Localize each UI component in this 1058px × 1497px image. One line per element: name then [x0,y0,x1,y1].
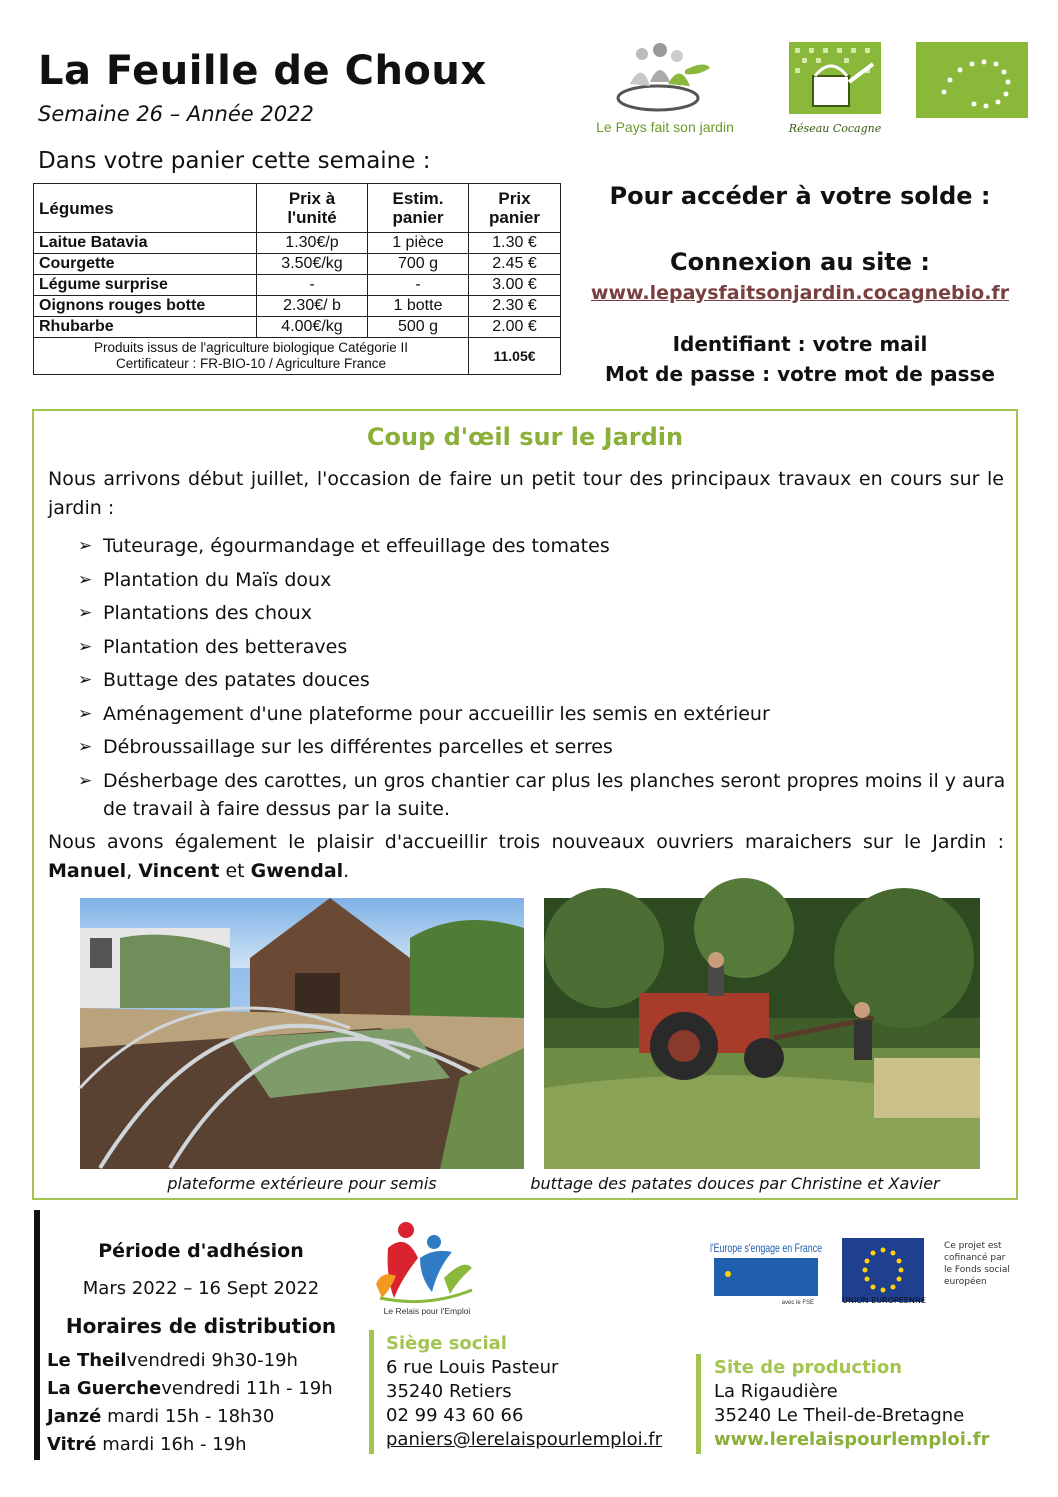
tasks-list [78,532,1008,828]
row-price: 3.00 € [469,275,561,296]
list-item: ➢ Tuteurage, égourmandage et effeuillage des tomates [78,532,1008,560]
pays-fait-son-jardin-logo [580,40,750,140]
horaire-item [47,1406,274,1427]
outro-separator: et [219,860,251,882]
siege-phone: 02 99 43 60 66 [386,1405,524,1426]
row-qty: 500 g [368,317,469,338]
col-header-legumes: Légumes [34,184,257,233]
login-identifier: Identifiant : votre mail [672,332,928,356]
horaire-place: Le Theil [47,1350,127,1371]
table-row [34,275,561,296]
production-title: Site de production [714,1357,903,1378]
list-item: ➢ Buttage des patates douces [78,666,1008,694]
siege-title: Siège social [386,1333,507,1354]
horaire-item [47,1378,333,1399]
row-qty: - [368,275,469,296]
siege-social-block [386,1332,662,1452]
production-website-link[interactable]: www.lerelaispourlemploi.fr [714,1429,990,1450]
eu-organic-logo [916,42,1028,118]
table-row [34,233,561,254]
seedling-platform-photo [80,898,524,1169]
adhesion-title: Période d'adhésion [98,1240,304,1262]
row-qty: 1 pièce [368,233,469,254]
pays-logo-text: Le Pays fait son jardin [596,119,734,135]
table-row [34,296,561,317]
reseau-cocagne-logo [785,42,885,138]
worker-name: Vincent [138,860,220,882]
row-unit: 2.30€/ b [257,296,368,317]
list-item: ➢ Plantation des betteraves [78,633,1008,661]
list-item: ➢ Aménagement d'une plateforme pour accueillir les semis en extérieur [78,700,1008,728]
outro-text: Nous avons également le plaisir d'accueillir trois nouveaux ouvriers maraichers sur le Jardin : [48,831,1004,853]
outro-separator: , [126,860,139,882]
table-row [34,317,561,338]
row-unit: 4.00€/kg [257,317,368,338]
production-divider [696,1354,701,1454]
jardin-intro: Nous arrivons début juillet, l'occasion de faire un petit tour des principaux travaux en cours sur le jardin : [48,468,1004,519]
siege-divider [369,1330,374,1454]
production-address-line-1: La Rigaudière [714,1381,838,1402]
row-price: 2.00 € [469,317,561,338]
row-qty: 700 g [368,254,469,275]
europe-logo-subtext: avec le FSE [781,1300,814,1306]
connexion-heading: Connexion au site : [669,248,931,276]
row-name: Courgette [34,254,257,275]
table-header-row [34,184,561,233]
horaire-time: vendredi 9h30-19h [126,1350,298,1371]
website-link[interactable]: www.lepaysfaitsonjardin.cocagnebio.fr [590,282,1010,304]
row-price: 2.45 € [469,254,561,275]
horaires-title: Horaires de distribution [65,1314,337,1338]
basket-total: 11.05€ [469,338,561,375]
europe-engage-logo [706,1236,824,1308]
col-header-basket-price: Prix panier [469,184,561,233]
table-footer-row [34,338,561,375]
list-item: ➢ Plantations des choux [78,599,1008,627]
outro-end: . [343,860,350,882]
row-unit: 3.50€/kg [257,254,368,275]
siege-address-line-1: 6 rue Louis Pasteur [386,1357,559,1378]
horaire-place: La Guerche [47,1378,162,1399]
basket-table [33,183,561,375]
row-name: Rhubarbe [34,317,257,338]
row-name: Légume surprise [34,275,257,296]
photo-caption-1: plateforme extérieure pour semis [167,1174,437,1193]
balance-heading: Pour accéder à votre solde : [609,182,991,210]
login-password: Mot de passe : votre mot de passe [605,362,995,386]
europe-logo-text: l'Europe s'engage en France [710,1241,823,1255]
table-row [34,254,561,275]
row-price: 1.30 € [469,233,561,254]
row-unit: - [257,275,368,296]
horaire-place: Vitré [47,1434,97,1455]
worker-name: Gwendal [250,860,344,882]
adhesion-dates: Mars 2022 – 16 Sept 2022 [82,1278,320,1299]
sweet-potato-hilling-photo [544,898,980,1169]
cocagne-logo-text: Réseau Cocagne [788,122,882,135]
left-divider [34,1210,40,1460]
horaire-time: mardi 16h - 19h [96,1434,247,1455]
photo-caption-2: buttage des patates douces par Christine et Xavier [530,1174,940,1193]
row-name: Laitue Batavia [34,233,257,254]
relais-pour-emploi-logo [372,1218,482,1318]
production-address-line-2: 35240 Le Theil-de-Bretagne [714,1405,965,1426]
row-unit: 1.30€/p [257,233,368,254]
eu-funding-note: Ce projet est cofinancé par le Fonds social européen [944,1241,1010,1287]
row-price: 2.30 € [469,296,561,317]
basket-heading: Dans votre panier cette semaine : [38,148,431,174]
horaire-place: Janzé [47,1406,102,1427]
certification-note [34,338,469,375]
jardin-title: Coup d'œil sur le Jardin [366,423,684,451]
certification-line-1: Produits issus de l'agriculture biologique Catégorie II [93,340,408,355]
week-subtitle: Semaine 26 – Année 2022 [38,102,314,126]
row-qty: 1 botte [368,296,469,317]
eu-label: UNION EUROPÉENNE [842,1296,926,1305]
row-name: Oignons rouges botte [34,296,257,317]
horaire-time: vendredi 11h - 19h [161,1378,333,1399]
eu-flag-icon [842,1238,924,1302]
list-item: ➢ Plantation du Maïs doux [78,566,1008,594]
col-header-estimate: Estim. panier [368,184,469,233]
relais-logo-text: Le Relais pour l'Emploi [383,1306,471,1316]
list-item: ➢ Débroussaillage sur les différentes parcelles et serres [78,733,1008,761]
horaire-time: mardi 15h - 18h30 [101,1406,275,1427]
list-item: ➢ Désherbage des carottes, un gros chantier car plus les planches seront propres moins il y aura de travail à faire dessus par la suite. [78,767,1008,823]
horaire-item [47,1350,298,1371]
worker-name: Manuel [48,860,127,882]
jardin-outro [48,828,1004,886]
siege-email-link[interactable]: paniers@lerelaispourlemploi.fr [386,1429,663,1450]
certification-line-2: Certificateur : FR-BIO-10 / Agriculture France [115,356,387,371]
col-header-unit-price: Prix à l'unité [257,184,368,233]
horaire-item [47,1434,247,1455]
production-site-block [714,1356,989,1452]
siege-address-line-2: 35240 Retiers [386,1381,512,1402]
page-title: La Feuille de Choux [38,48,487,94]
